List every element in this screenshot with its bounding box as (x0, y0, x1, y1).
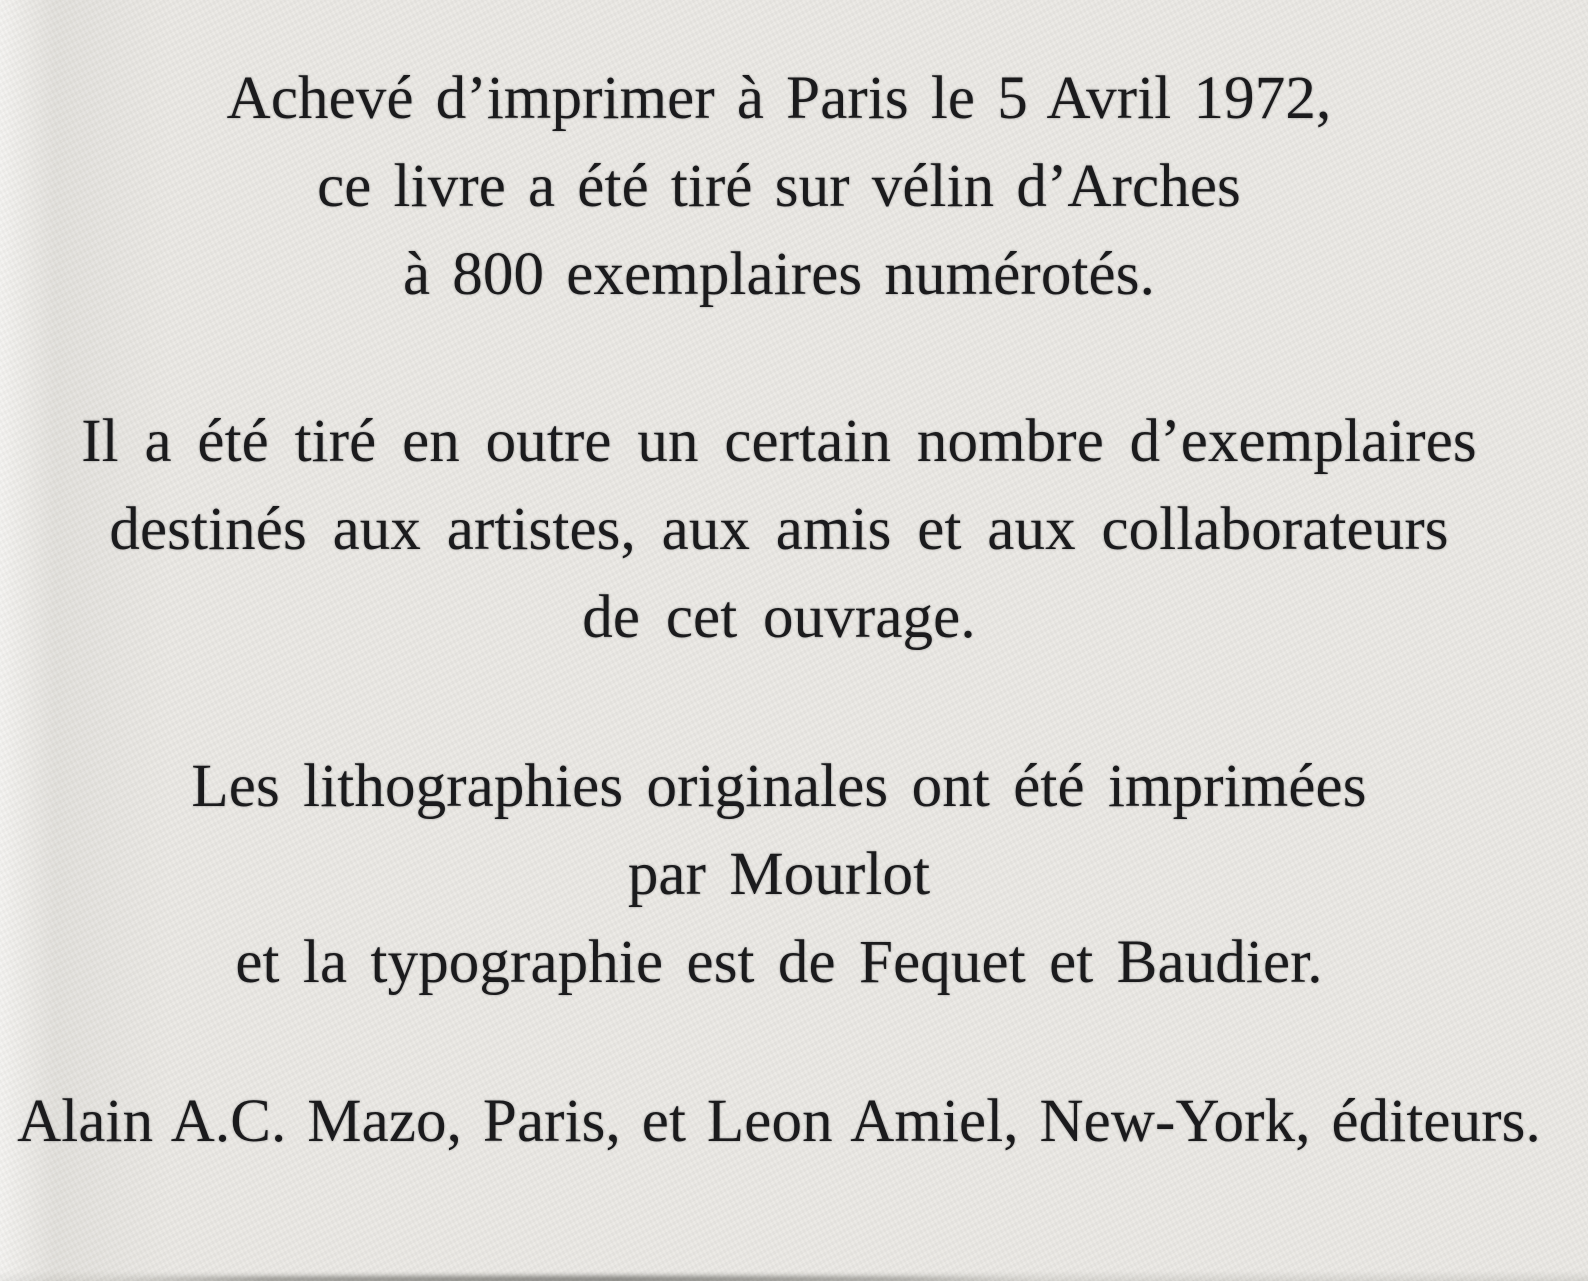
colophon-paragraph-printing (0, 55, 1558, 319)
colophon-line: ce livre a été tiré sur vélin d’Arches (317, 153, 1241, 220)
colophon-line: à 800 exemplaires numérotés. (403, 241, 1155, 308)
colophon-line: Achevé d’imprimer à Paris le 5 Avril 1972, (226, 65, 1332, 132)
colophon-line: de cet ouvrage. (582, 584, 976, 651)
colophon-line: Il a été tiré en outre un certain nombre d’exemplaires (81, 408, 1477, 475)
colophon-paragraph-extra-copies (0, 398, 1558, 662)
colophon-paragraph-lithographs (0, 743, 1558, 1007)
colophon-line: par Mourlot (627, 841, 931, 908)
page-edge-shadow (95, 1276, 1045, 1281)
colophon-line: destinés aux artistes, aux amis et aux collaborateurs (109, 496, 1449, 563)
colophon-line: et la typographie est de Fequet et Baudier. (235, 929, 1323, 996)
publisher-line: Alain A.C. Mazo, Paris, et Leon Amiel, New-York, éditeurs. (17, 1088, 1541, 1155)
colophon-line: Les lithographies originales ont été imprimées (191, 753, 1367, 820)
